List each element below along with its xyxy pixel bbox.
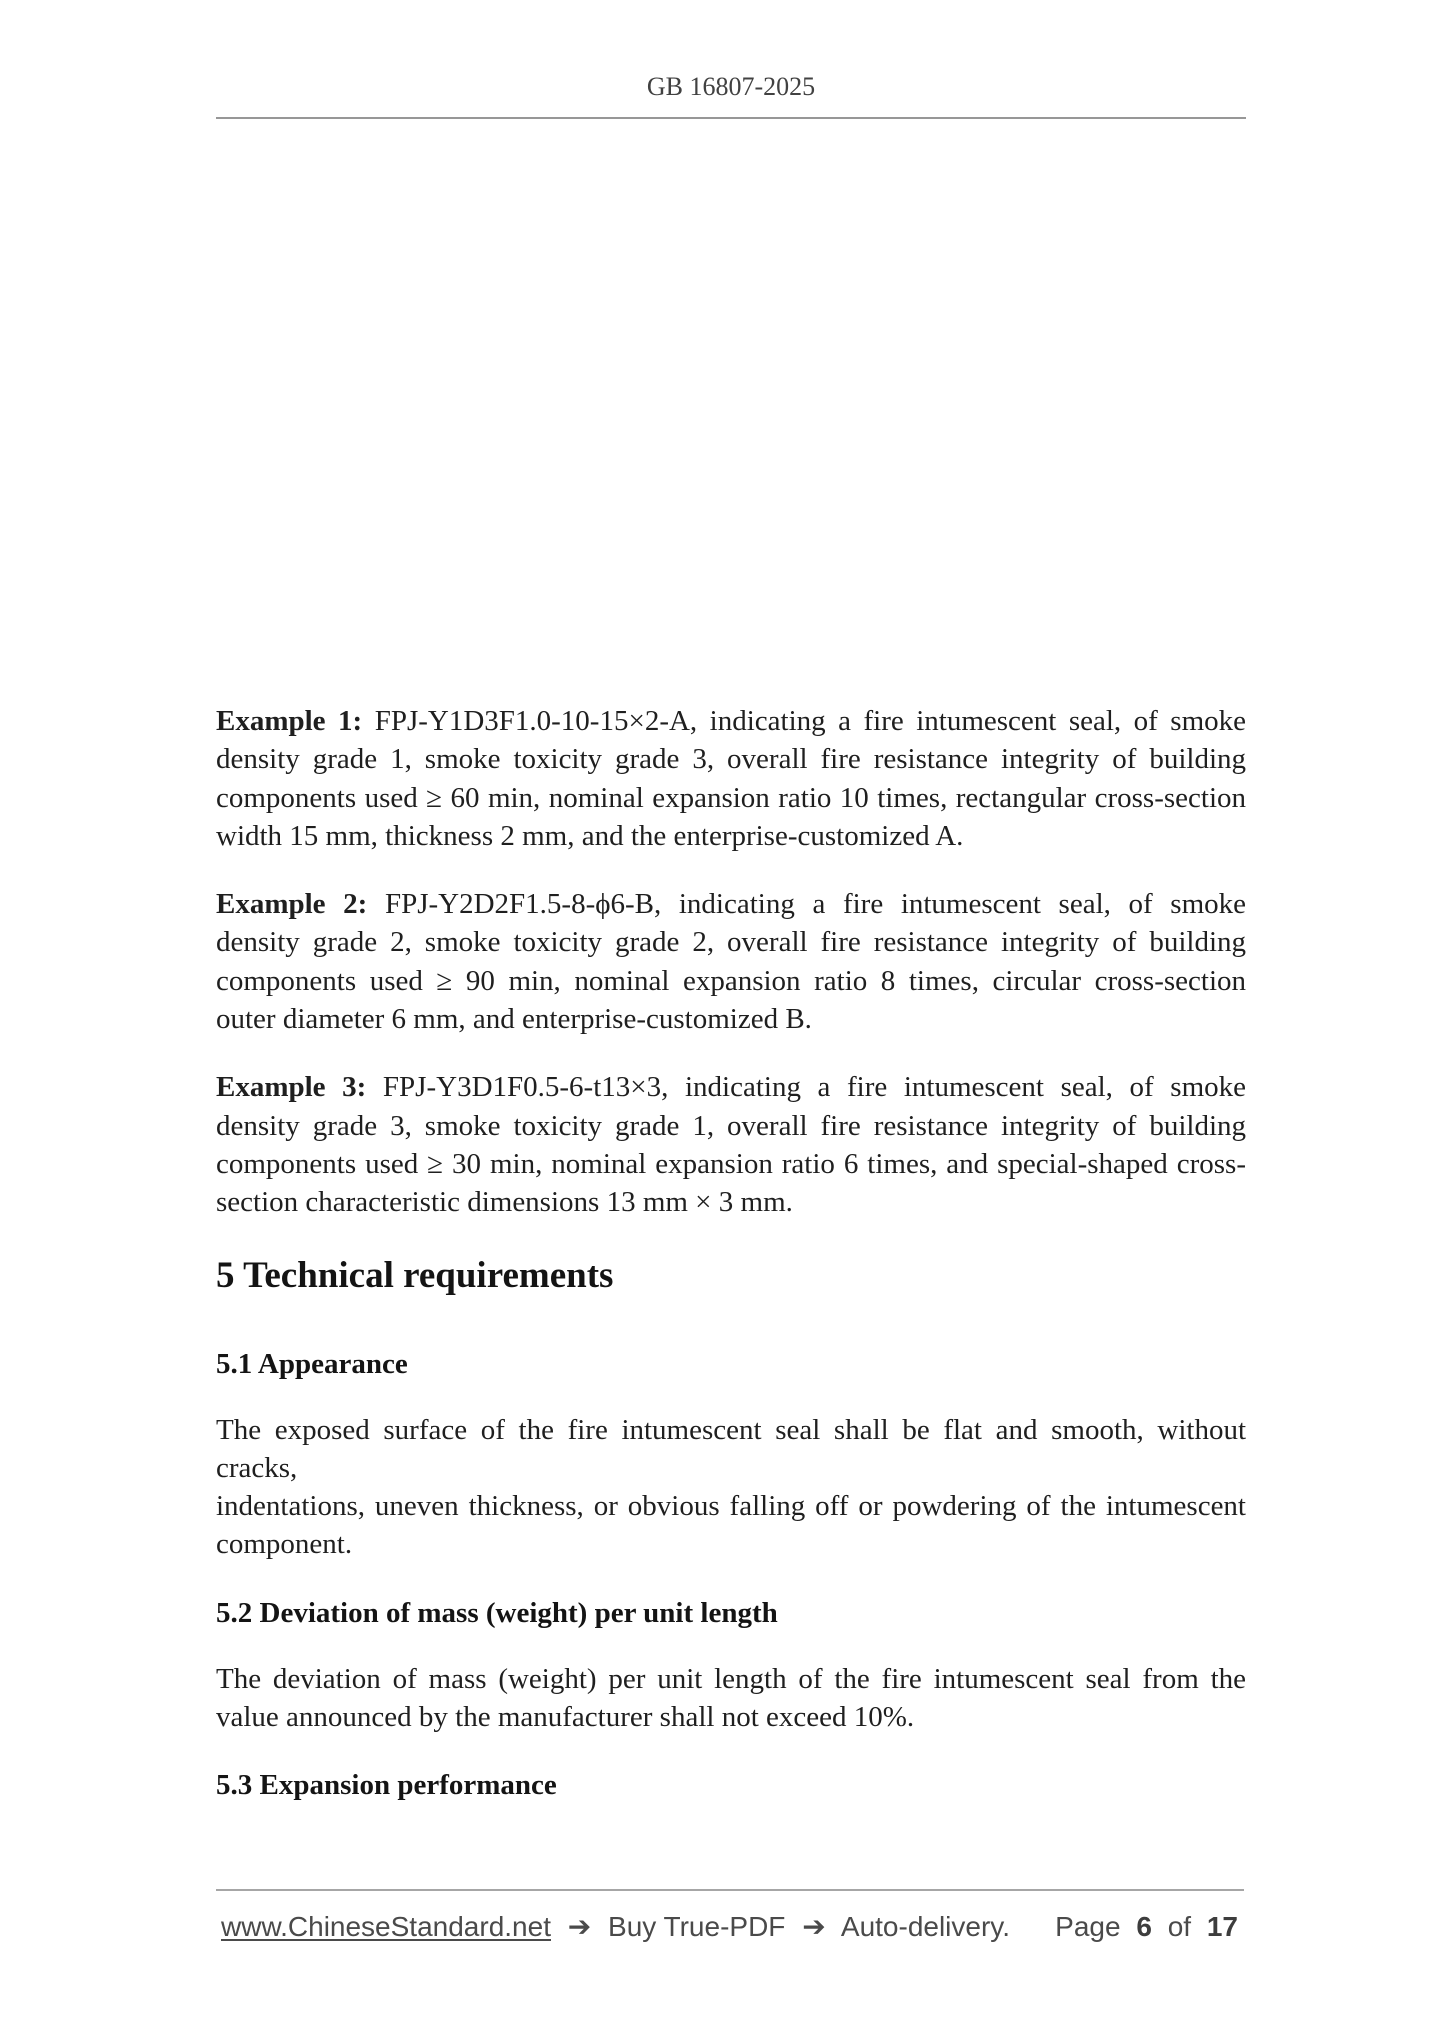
body-line: The exposed surface of the fire intumescent seal shall be flat and smooth, without cracks,: [216, 1413, 1246, 1484]
body-line: indentations, uneven thickness, or obvious falling off or powdering of the intumescent: [216, 1490, 1246, 1523]
document-content: [216, 702, 1246, 1832]
example-line: Example 3: FPJ-Y3D1F0.5-6-t13×3, indicating a fire intumescent seal, of smoke: [216, 1071, 1246, 1104]
subsection-heading-5-2: 5.2 Deviation of mass (weight) per unit length: [216, 1596, 778, 1629]
section-heading: 5 Technical requirements: [216, 1254, 614, 1296]
footer-left: [221, 1910, 1019, 1944]
example-line: outer diameter 6 mm, and enterprise-customized B.: [216, 1003, 812, 1036]
body-line: The deviation of mass (weight) per unit length of the fire intumescent seal from the: [216, 1662, 1246, 1695]
example-paragraph-3: [216, 1068, 1246, 1221]
page-total: 17: [1206, 1911, 1238, 1942]
example-paragraph-2: [216, 885, 1246, 1038]
example-paragraph-1: [216, 702, 1246, 855]
page-indicator: [1047, 1910, 1244, 1944]
page-current: 6: [1136, 1911, 1152, 1942]
page-header-title: GB 16807-2025: [646, 72, 816, 101]
page-footer: [221, 1910, 1244, 1944]
example-line: width 15 mm, thickness 2 mm, and the enterprise-customized A.: [216, 819, 964, 852]
example-line: density grade 2, smoke toxicity grade 2, overall fire resistance integrity of building: [216, 926, 1246, 959]
example-line: components used ≥ 60 min, nominal expansion ratio 10 times, rectangular cross-section: [216, 781, 1246, 814]
example-line: Example 2: FPJ-Y2D2F1.5-8-ϕ6-B, indicating a fire intumescent seal, of smoke: [216, 888, 1247, 921]
subsection-body-5-1: [216, 1411, 1246, 1564]
subsection-heading-5-3: 5.3 Expansion performance: [216, 1769, 557, 1802]
body-line: value announced by the manufacturer shall not exceed 10%.: [216, 1701, 915, 1734]
footer-buy-text: Buy True-PDF: [608, 1911, 786, 1942]
header-rule: [216, 117, 1246, 119]
right-arrow-icon: ➔: [567, 1910, 592, 1943]
example-line: Example 1: FPJ-Y1D3F1.0-10-15×2-A, indicating a fire intumescent seal, of smoke: [216, 705, 1246, 737]
example-line: components used ≥ 90 min, nominal expansion ratio 8 times, circular cross-section: [216, 964, 1246, 997]
footer-site-link[interactable]: www.ChineseStandard.net: [221, 1911, 551, 1942]
subsection-heading-5-1: 5.1 Appearance: [216, 1347, 408, 1380]
footer-delivery-text: Auto-delivery.: [840, 1911, 1010, 1942]
example-label: Example 3:: [216, 1071, 367, 1104]
right-arrow-icon: ➔: [802, 1910, 826, 1943]
page-of-label: of: [1167, 1911, 1192, 1942]
example-line: density grade 3, smoke toxicity grade 1, overall fire resistance integrity of building: [216, 1109, 1246, 1142]
example-line: section characteristic dimensions 13 mm × 3 mm.: [216, 1186, 793, 1219]
footer-rule: [216, 1889, 1244, 1891]
subsection-body-5-2: [216, 1660, 1246, 1737]
example-line: components used ≥ 30 min, nominal expansion ratio 6 times, and special-shaped cross-: [216, 1147, 1246, 1180]
page-label: Page: [1055, 1911, 1121, 1942]
body-line: component.: [216, 1528, 353, 1561]
example-label: Example 1:: [216, 705, 363, 737]
example-line: density grade 1, smoke toxicity grade 3, overall fire resistance integrity of building: [216, 743, 1246, 776]
example-label: Example 2:: [216, 888, 368, 921]
